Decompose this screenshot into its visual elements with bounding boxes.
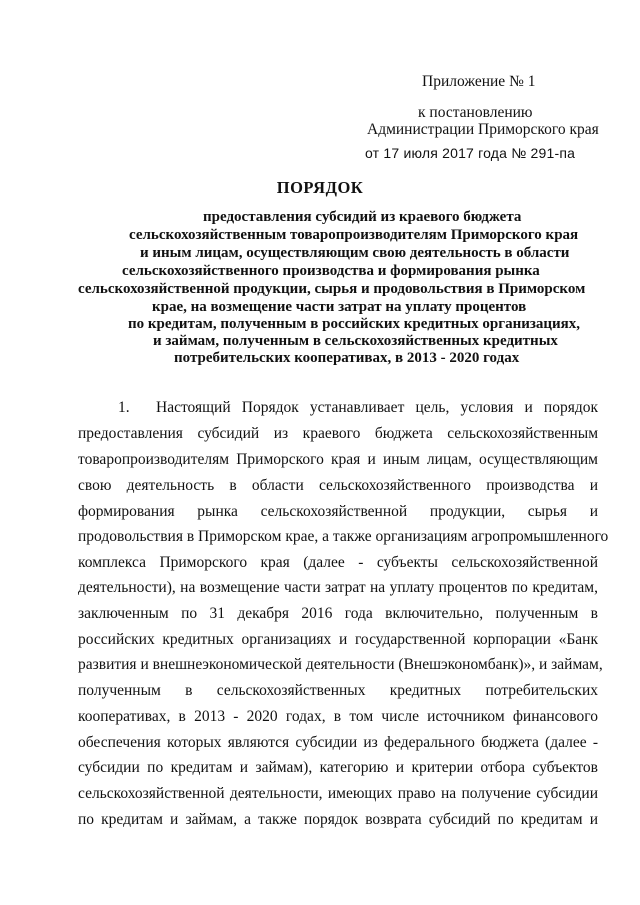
heading-line: сельскохозяйственной продукции, сырья и продовольствия в Приморском [78,281,586,297]
appendix-date-number: от 17 июля 2017 года № 291-па [365,145,576,161]
body-line: кооперативах, в 2013 - 2020 годах, в том числе источником финансового [78,708,598,725]
heading-line: потребительских кооперативах, в 2013 - 2020 годах [174,350,520,366]
heading-line: и иным лицам, осуществляющим свою деятельность в области [140,245,570,261]
heading-line: предоставления субсидий из краевого бюджета [203,209,522,225]
body-line: субсидии по кредитам и займам), категорию и критерии отбора субъектов [78,759,598,776]
paragraph-number: 1. [118,399,130,416]
body-line: Настоящий Порядок устанавливает цель, условия и порядок [156,399,598,416]
appendix-administration: Администрации Приморского края [367,121,599,138]
body-line: развития и внешнеэкономической деятельности (Внешэкономбанк)», и займам, [78,656,603,673]
body-line: деятельности), на возмещение части затрат на уплату процентов по кредитам, [78,579,598,596]
heading-line: по кредитам, полученным в российских кредитных организациях, [128,316,581,332]
heading-line: и займам, полученным в сельскохозяйственных кредитных [153,333,558,349]
body-line: заключенным по 31 декабря 2016 года включительно, полученным в [78,605,598,622]
body-line: обеспечения которых являются субсидии из федерального бюджета (далее - [78,734,598,751]
body-line: свою деятельность в области сельскохозяйственного производства и [78,477,598,494]
body-line: российских кредитных организациях и государственной корпорации «Банк [78,631,598,648]
document-title: ПОРЯДОК [276,178,364,197]
body-line: предоставления субсидий из краевого бюджета сельскохозяйственным [78,425,598,442]
body-line: товаропроизводителям Приморского края и иным лицам, осуществляющим [78,451,598,468]
appendix-title: Приложение № 1 [422,73,536,90]
heading-line: сельскохозяйственным товаропроизводителям Приморского края [129,227,579,243]
body-line: комплекса Приморского края (далее - субъекты сельскохозяйственной [78,554,598,571]
appendix-to-resolution: к постановлению [418,104,533,121]
heading-line: сельскохозяйственного производства и формирования рынка [122,263,540,279]
body-line: продовольствия в Приморском крае, а также организациям агропромышленного [78,528,609,545]
body-line: сельскохозяйственной деятельности, имеющих право на получение субсидии [78,785,598,802]
body-line: по кредитам и займам, а также порядок возврата субсидий по кредитам и [78,811,598,828]
body-line: формирования рынка сельскохозяйственной продукции, сырья и [78,503,598,520]
heading-line: крае, на возмещение части затрат на уплату процентов [152,299,527,315]
body-line: полученным в сельскохозяйственных кредитных потребительских [78,682,598,699]
